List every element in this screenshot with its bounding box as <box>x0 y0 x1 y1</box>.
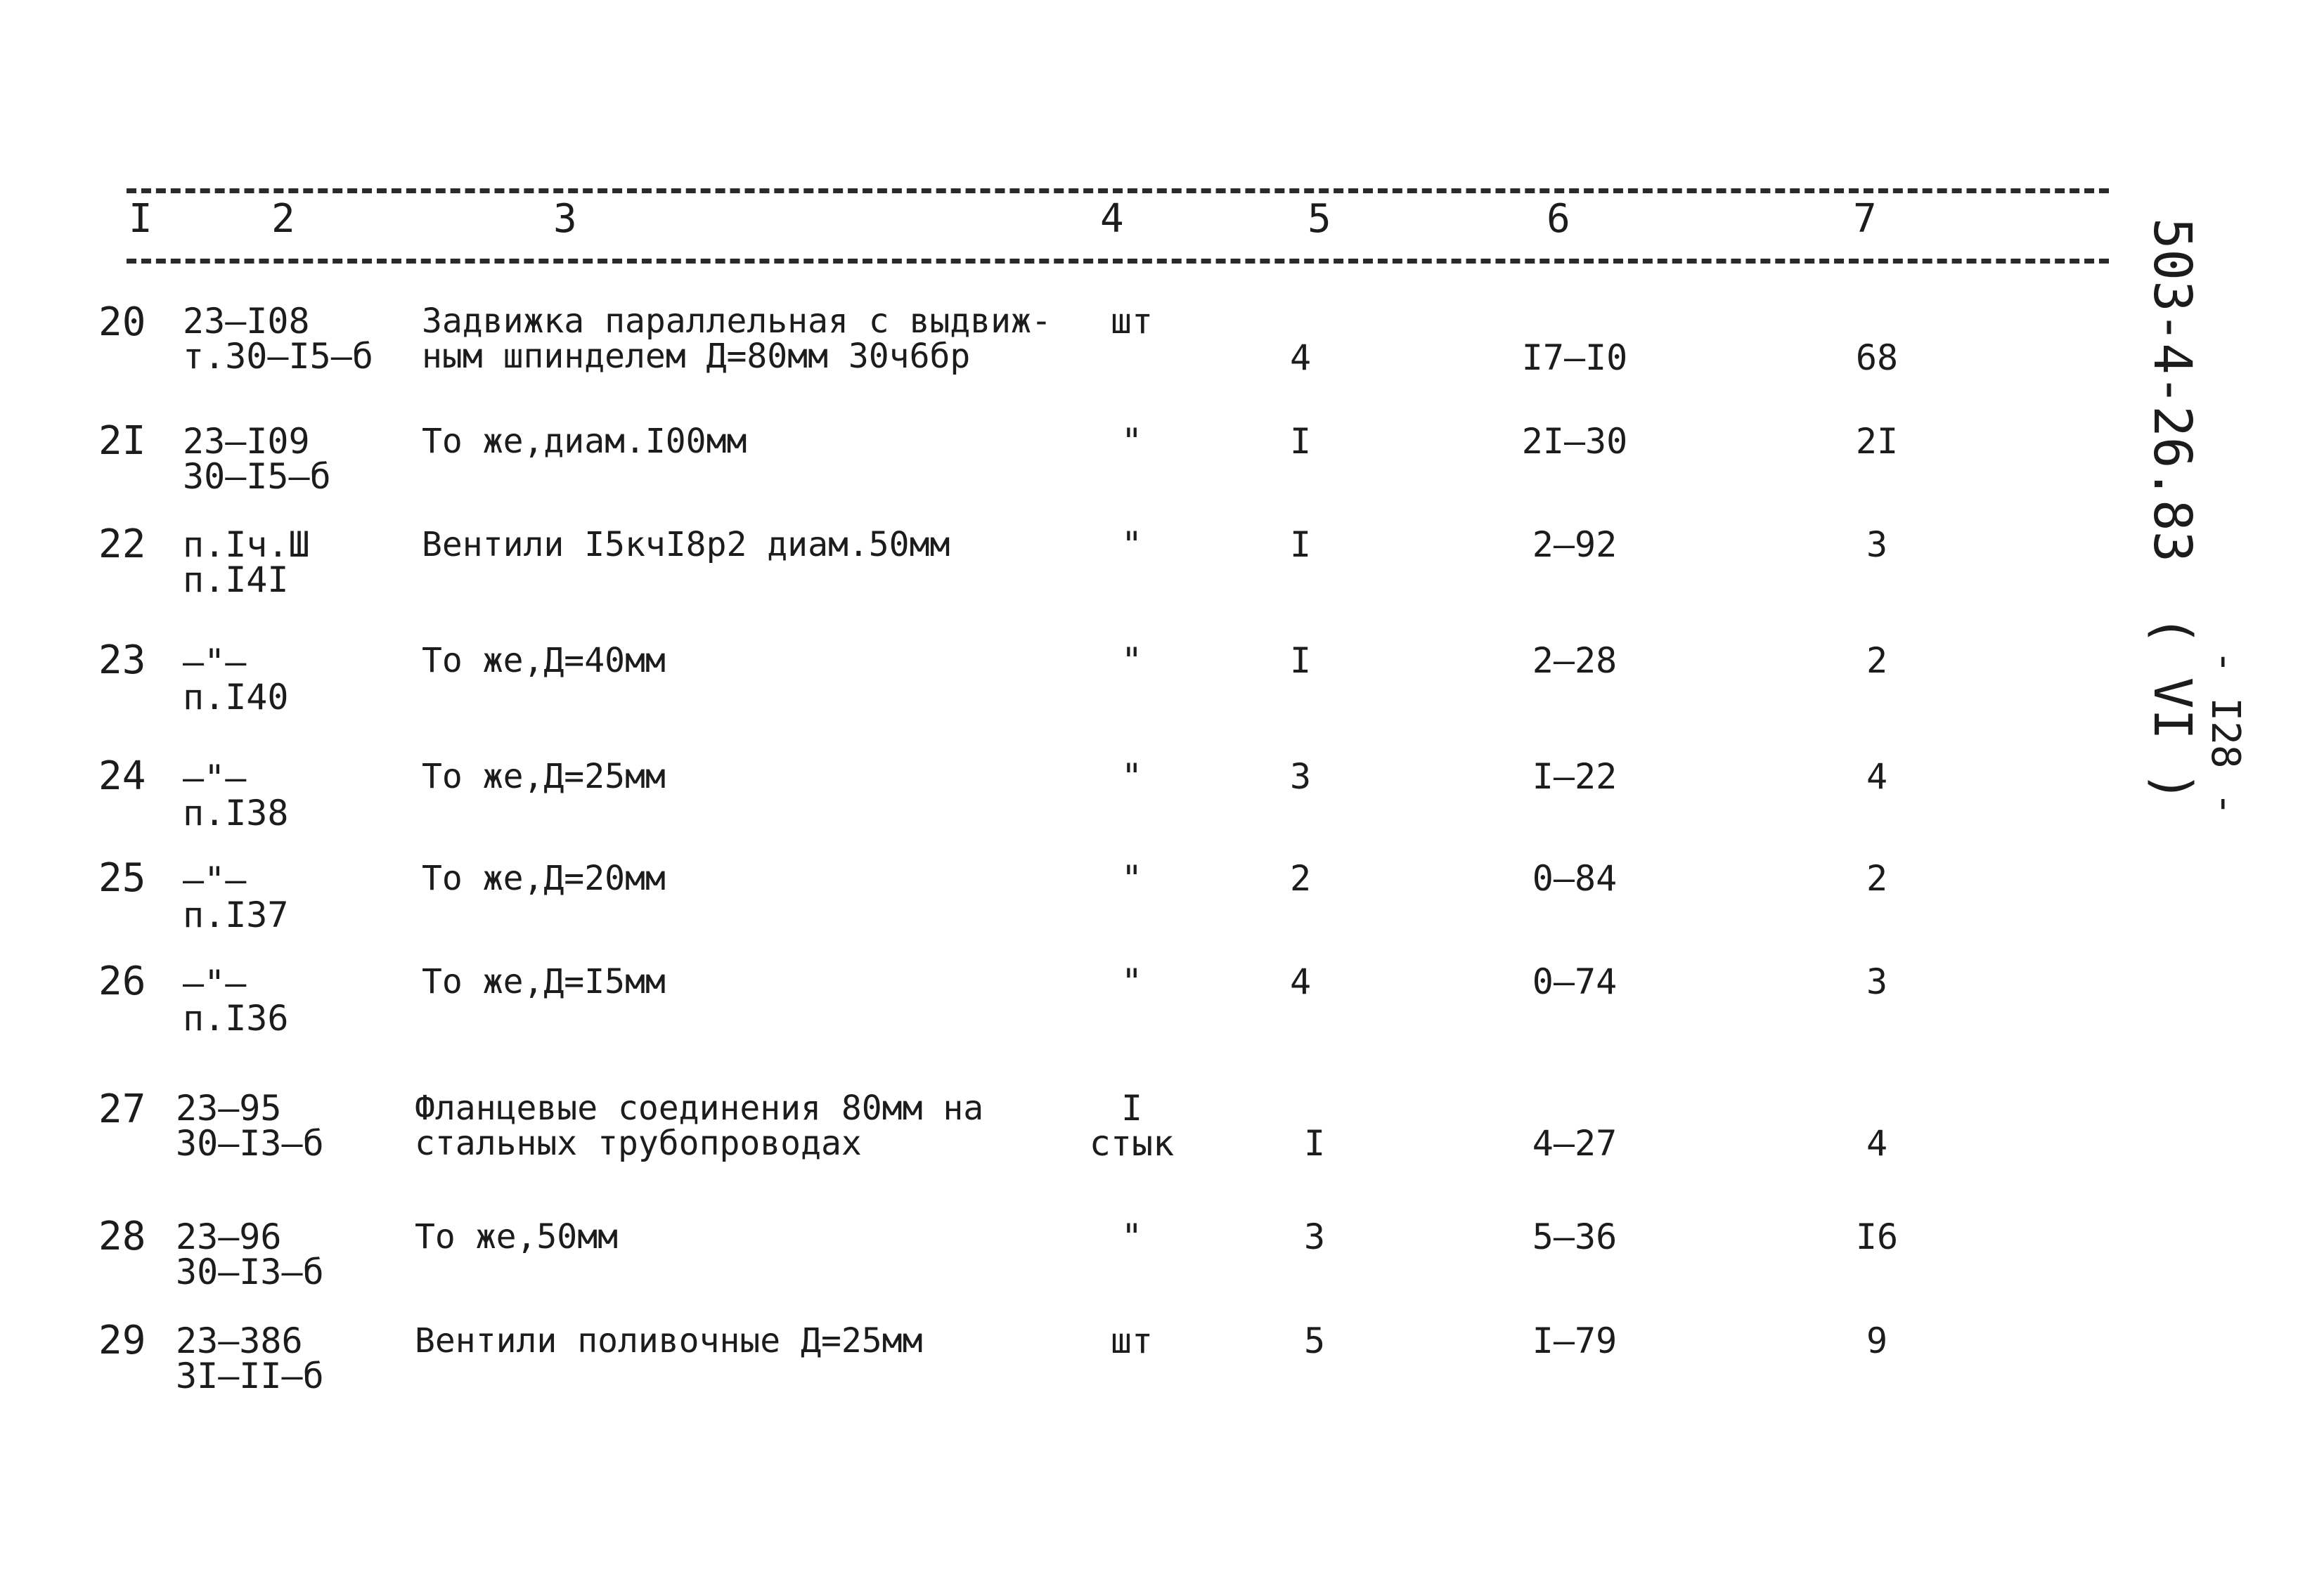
header-col-2: 2 <box>271 196 295 242</box>
document-code <box>2144 218 2200 803</box>
rate-code-line: –"– <box>183 963 247 1004</box>
rate-code-line: –"– <box>183 758 247 798</box>
total-cost: 3 <box>1866 961 1888 1002</box>
description-line: Задвижка параллельная с выдвиж- <box>422 301 1052 341</box>
unit-line: шт <box>1110 301 1154 342</box>
description-line: То же,Д=20мм <box>422 859 666 898</box>
unit-line: I <box>1121 1088 1143 1129</box>
header-col-4: 4 <box>1100 196 1124 242</box>
rate-code <box>176 1088 324 1164</box>
item-description <box>422 527 950 562</box>
unit-price: 4–27 <box>1532 1123 1618 1164</box>
unit <box>1069 1320 1195 1361</box>
rate-code <box>176 1320 324 1396</box>
row-number: 25 <box>98 855 146 901</box>
total-cost: 4 <box>1866 1123 1888 1164</box>
rate-code-line: 30–I3–б <box>176 1252 324 1292</box>
unit-line: " <box>1121 961 1143 1002</box>
unit <box>1069 858 1195 899</box>
rate-code <box>183 642 289 718</box>
unit-price: 2–92 <box>1532 524 1618 565</box>
rate-code <box>183 301 373 377</box>
unit <box>1069 1216 1195 1257</box>
total-cost: 2 <box>1866 640 1888 681</box>
quantity: I <box>1289 640 1312 681</box>
quantity: I <box>1289 421 1312 462</box>
unit-price: 0–84 <box>1532 858 1618 899</box>
unit <box>1069 1088 1195 1164</box>
description-line: То же,Д=40мм <box>422 641 666 680</box>
quantity: I <box>1303 1123 1326 1164</box>
total-cost: 2I <box>1855 421 1899 462</box>
item-description <box>422 759 666 794</box>
row-number: 24 <box>98 753 146 799</box>
unit <box>1069 640 1195 681</box>
row-number: 26 <box>98 959 146 1004</box>
unit <box>1069 421 1195 462</box>
row-number: 22 <box>98 521 146 567</box>
description-line: Вентили I5кчI8р2 диам.50мм <box>422 525 950 564</box>
rate-code <box>183 421 331 497</box>
rate-code-line: 23–96 <box>176 1216 282 1257</box>
total-cost: 2 <box>1866 858 1888 899</box>
unit-line: стык <box>1089 1123 1175 1164</box>
unit-line: " <box>1121 1216 1143 1257</box>
total-cost: 4 <box>1866 756 1888 797</box>
rate-code-line: т.30–I5–б <box>183 336 373 377</box>
description-line: Вентили поливочные Д=25мм <box>415 1321 923 1361</box>
item-description <box>415 1321 923 1361</box>
rate-code-line: 30–I5–б <box>183 456 331 497</box>
item-description <box>422 643 666 678</box>
row-number: 28 <box>98 1214 146 1259</box>
quantity: I <box>1289 524 1312 565</box>
rate-code-line: п.I37 <box>183 895 289 935</box>
unit <box>1069 961 1195 1002</box>
total-cost: 9 <box>1866 1320 1888 1361</box>
unit-price: I–79 <box>1532 1320 1618 1361</box>
row-number: 27 <box>98 1086 146 1132</box>
item-description <box>415 1091 983 1161</box>
unit-price: 2–28 <box>1532 640 1618 681</box>
item-description <box>422 861 666 896</box>
rate-code <box>183 859 289 935</box>
description-line: стальных трубопроводах <box>415 1124 862 1163</box>
row-number: 23 <box>98 637 146 683</box>
item-description <box>422 964 666 999</box>
rate-code-line: 23–I09 <box>183 421 310 462</box>
unit <box>1069 524 1195 565</box>
rate-code <box>176 1216 324 1292</box>
header-col-5: 5 <box>1308 196 1331 242</box>
section-number: ( VI ) <box>2142 614 2202 803</box>
rate-code-line: 23–95 <box>176 1088 282 1129</box>
rate-code-line: 23–386 <box>176 1320 303 1361</box>
item-description <box>422 301 1052 376</box>
row-number: 29 <box>98 1318 146 1363</box>
header-col-7: 7 <box>1853 196 1877 242</box>
description-line: То же,диам.I00мм <box>422 422 747 461</box>
quantity: 5 <box>1303 1320 1326 1361</box>
row-number: 20 <box>98 299 146 345</box>
unit-line: " <box>1121 524 1143 565</box>
quantity: 2 <box>1289 858 1312 899</box>
rate-code-line: п.I4I <box>183 559 289 600</box>
unit-line: " <box>1121 421 1143 462</box>
rate-code-line: 23–I08 <box>183 301 310 342</box>
item-description <box>415 1217 618 1257</box>
unit-price: 0–74 <box>1532 961 1618 1002</box>
quantity: 3 <box>1289 756 1312 797</box>
description-line: То же,Д=I5мм <box>422 962 666 1001</box>
unit-price: I7–I0 <box>1521 337 1628 378</box>
rate-code-line: 30–I3–б <box>176 1123 324 1164</box>
rate-code-line: п.I36 <box>183 998 289 1039</box>
item-description <box>422 424 747 459</box>
rate-code-line: 3I–II–б <box>176 1356 324 1396</box>
unit-line: " <box>1121 858 1143 899</box>
header-col-1: I <box>129 196 153 242</box>
header-col-3: 3 <box>553 196 577 242</box>
rate-code-line: –"– <box>183 642 247 682</box>
unit <box>1069 756 1195 797</box>
unit <box>1069 301 1195 342</box>
unit-line: шт <box>1110 1320 1154 1361</box>
description-line: Фланцевые соединения 80мм на <box>415 1089 984 1128</box>
total-cost: 3 <box>1866 524 1888 565</box>
unit-price: I–22 <box>1532 756 1618 797</box>
document-number: 503-4-26.83 <box>2142 218 2202 563</box>
description-line: То же,Д=25мм <box>422 757 666 796</box>
rate-code <box>183 963 289 1039</box>
page-number: - I28 - <box>2202 650 2248 817</box>
unit-price: 2I–30 <box>1521 421 1628 462</box>
header-col-6: 6 <box>1547 196 1570 242</box>
unit-price: 5–36 <box>1532 1216 1618 1257</box>
rate-code-line: п.I38 <box>183 793 289 833</box>
rate-code <box>183 524 310 600</box>
unit-line: " <box>1121 756 1143 797</box>
total-cost: 68 <box>1855 337 1899 378</box>
description-line: То же,50мм <box>415 1217 618 1257</box>
row-number: 2I <box>98 418 146 464</box>
header-bottom-rule <box>127 259 2109 264</box>
rate-code-line: п.Iч.Ш <box>183 524 310 565</box>
rate-code <box>183 760 289 831</box>
total-cost: I6 <box>1855 1216 1899 1257</box>
quantity: 4 <box>1289 337 1312 378</box>
description-line: ным шпинделем Д=80мм 30ч6бр <box>422 337 971 376</box>
unit-line: " <box>1121 640 1143 681</box>
quantity: 3 <box>1303 1216 1326 1257</box>
header-top-rule <box>127 188 2109 193</box>
rate-code-line: п.I40 <box>183 677 289 718</box>
rate-code-line: –"– <box>183 859 247 900</box>
quantity: 4 <box>1289 961 1312 1002</box>
